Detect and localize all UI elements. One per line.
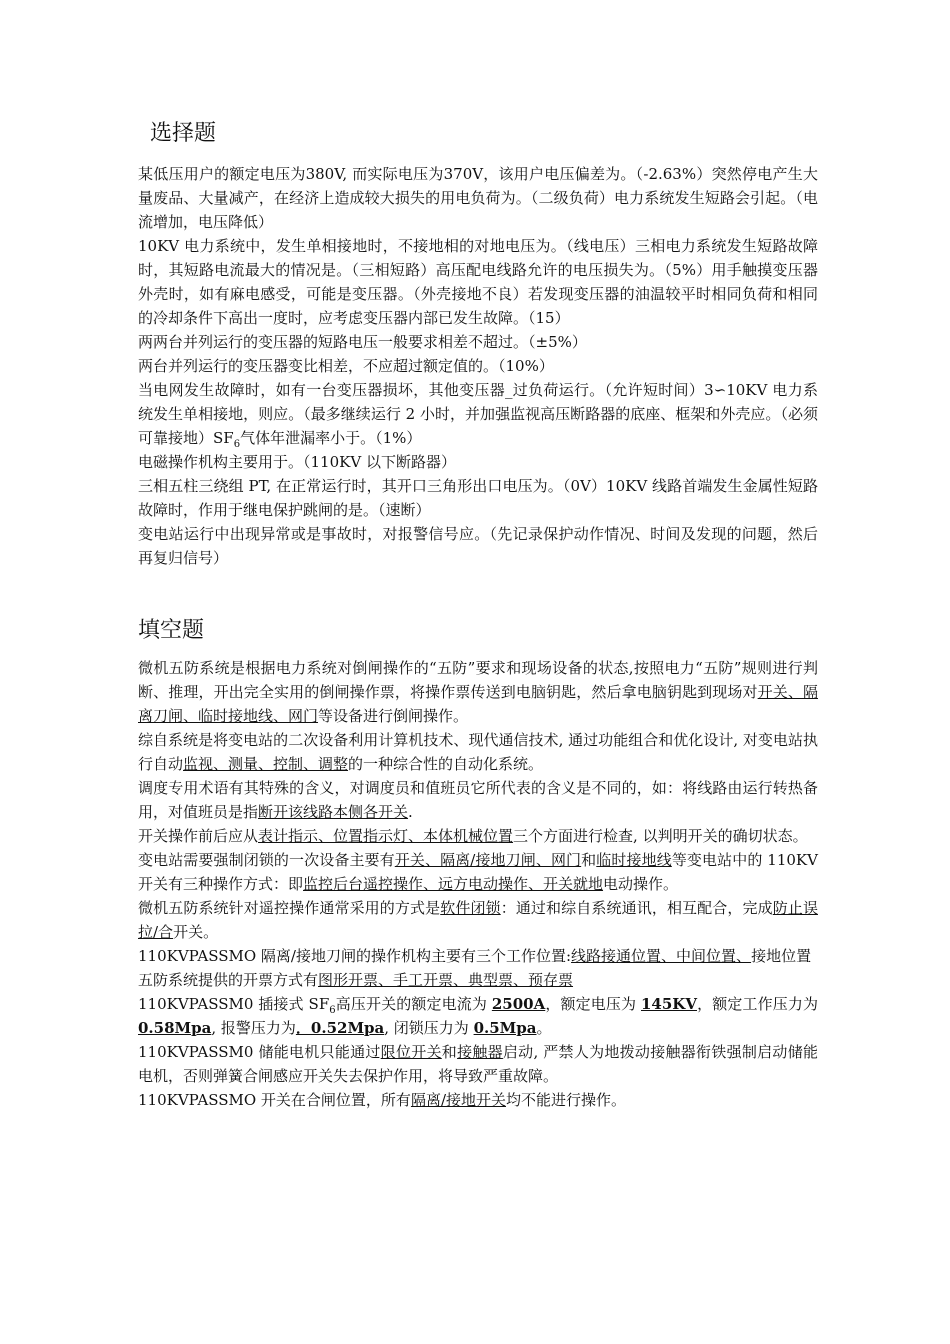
underlined-answer: 防止误拉/合 <box>138 899 818 941</box>
paragraph <box>138 450 818 474</box>
text-run: 110KVPASSMO 隔离/接地刀闸的操作机构主要有三个工作位置: <box>138 947 572 965</box>
text-run: 三相五柱三绕组 PT, 在正常运行时，其开口三角形出口电压为。（0V）10KV 线路首端发生金属性短路故障时，作用于继电保护跳闸的是。（速断） <box>138 477 818 519</box>
text-run: 均不能进行操作。 <box>506 1091 627 1109</box>
underlined-answer: 0.58Mpa <box>138 1019 212 1037</box>
text-run: 三个方面进行检查, 以判明开关的确切状态。 <box>513 827 808 845</box>
paragraph <box>138 824 818 848</box>
text-run: 110KVPASSM0 插接式 SF <box>138 995 330 1013</box>
text-run: 电动操作。 <box>603 875 679 893</box>
text-run: 110KVPASSMO 开关在合闸位置，所有 <box>138 1091 411 1109</box>
underlined-answer: 临时接地线 <box>596 851 672 869</box>
text-run: 微机五防系统是根据电力系统对倒闸操作的“五防”要求和现场设备的状态,按照电力“五防”规则进行判断、推理，开出完全实用的倒闸操作票，将操作票传送到电脑钥匙，然后拿电脑钥匙到现场对 <box>138 659 818 701</box>
text-run: 的一种综合性的自动化系统。 <box>348 755 544 773</box>
text-run: 电磁操作机构主要用于。（110KV 以下断路器） <box>138 453 456 471</box>
paragraph <box>138 1088 818 1112</box>
underlined-answer: 隔离/接地开关 <box>410 1091 506 1109</box>
text-run: 变电站运行中出现异常或是事故时，对报警信号应。（先记录保护动作情况、时间及发现的问题，然后再复归信号） <box>138 525 818 567</box>
text-run: 某低压用户的额定电压为380V, 而实际电压为370V，该用户电压偏差为。（-2.63%）突然停电产生大量废品、大量减产，在经济上造成较大损失的用电负荷为。（二级负荷）电力系统发生短路会引起。（电流增加，电压降低） <box>138 165 818 231</box>
text-run: 和 <box>441 1043 458 1061</box>
fill-heading: 填空题 <box>138 618 205 643</box>
underlined-answer: 监控后台遥控操作、远方电动操作、开关就地 <box>303 875 604 893</box>
text-run: 气体年泄漏率小于。（1%） <box>240 429 422 447</box>
text-run: 10KV 电力系统中，发生单相接地时，不接地相的对地电压为。（线电压）三相电力系统发生短路故障时，其短路电流最大的情况是。（三相短路）高压配电线路允许的电压损失为。（5%）用手触摸变压器外壳时，如有麻电感受，可能是变压器。（外壳接地不良）若发现变压器的油温较平时相同负荷和相同的冷却条件下高出一度时，应考虑变压器内部已发生故障。（15） <box>138 237 818 327</box>
underlined-answer: 0.5Mpa <box>473 1019 537 1037</box>
underlined-answer: 软件闭锁 <box>440 899 501 917</box>
text-run: 启动, 严禁人为地拨动接触器衔铁强制启动储能电机，否则弹簧合闸感应开关失去保护作用，将导致严重故障。 <box>138 1043 818 1085</box>
paragraph <box>138 656 818 728</box>
underlined-answer: 开关、隔离刀闸、临时接地线、网门 <box>138 683 818 725</box>
text-run: 110KVPASSM0 储能电机只能通过 <box>138 1043 381 1061</box>
text-run: 五防系统提供的开票方式有 <box>138 971 319 989</box>
text-run: 高压开关的额定电流为 <box>335 995 492 1013</box>
paragraph <box>138 728 818 776</box>
text-run: ，额定电压为 <box>545 995 641 1013</box>
underlined-answer: 开关、隔离/接地刀闸、网门 <box>394 851 582 869</box>
paragraph <box>138 522 818 570</box>
text-run: . <box>408 803 413 821</box>
paragraph <box>138 162 818 234</box>
text-run: 和 <box>581 851 597 869</box>
text-run: 综自系统是将变电站的二次设备利用计算机技术、现代通信技术, 通过功能组合和优化设计, 对变电站执行自动 <box>138 731 818 773</box>
paragraph <box>138 1040 818 1088</box>
subscript-text: 6 <box>329 1005 336 1016</box>
choice-heading: 选择题 <box>150 121 217 146</box>
underlined-answer: 断开该线路本侧各开关 <box>258 803 409 821</box>
paragraph <box>138 354 818 378</box>
underlined-answer: 限位开关 <box>380 1043 442 1061</box>
paragraph <box>138 848 818 896</box>
paragraph <box>138 474 818 522</box>
text-run: 两两台并列运行的变压器的短路电压一般要求相差不超过。（±5%） <box>138 333 587 351</box>
underlined-answer: 监视、测量、控制、调整 <box>183 755 349 773</box>
text-run: ：通过和综自系统通讯，相互配合，完成 <box>500 899 773 917</box>
paragraph <box>138 378 818 450</box>
text-run: ，额定工作压力为 <box>697 995 818 1013</box>
underlined-answer: 线路接通位置、中间位置、 <box>571 947 752 965</box>
text-run: , 报警压力为 <box>211 1019 296 1037</box>
underlined-answer: 图形开票、手工开票、典型票、预存票 <box>318 971 574 989</box>
text-run: 两台并列运行的变压器变比相差，不应超过额定值的。（10%） <box>138 357 554 375</box>
text-run: 开关。 <box>173 923 219 941</box>
paragraph <box>138 896 818 944</box>
text-run: 变电站需要强制闭锁的一次设备主要有 <box>138 851 395 869</box>
text-run: 等变电站中的 110KV 开关有三种操作方式：即 <box>138 851 818 893</box>
text-run: 接地位置 <box>751 947 812 965</box>
underlined-answer: 145KV <box>641 995 697 1013</box>
text-run: 。 <box>536 1019 552 1037</box>
text-run: , 闭锁压力为 <box>384 1019 474 1037</box>
underlined-answer: 2500A <box>491 995 546 1013</box>
text-run: 调度专用术语有其特殊的含义，对调度员和值班员它所代表的含义是不同的，如：将线路由运行转热备用，对值班员是指 <box>138 779 818 821</box>
paragraph <box>138 776 818 824</box>
underlined-answer: 接触器 <box>457 1043 503 1061</box>
fill-in-questions <box>138 656 818 1112</box>
text-run: 当电网发生故障时，如有一台变压器损坏，其他变压器_过负荷运行。（允许短时间）3∽10KV 电力系统发生单相接地，则应。（最多继续运行 2 小时，并加强监视高压断路器的底座、框架和外壳应。（必须可靠接地）SF <box>138 381 818 447</box>
paragraph <box>138 968 818 992</box>
paragraph <box>138 992 818 1040</box>
text-run: 等设备进行倒闸操作。 <box>318 707 469 725</box>
underlined-answer: ．0.52Mpa <box>295 1019 385 1037</box>
paragraph <box>138 234 818 330</box>
text-run: 开关操作前后应从 <box>138 827 259 845</box>
choice-questions <box>138 162 818 570</box>
paragraph <box>138 330 818 354</box>
underlined-answer: 表计指示、位置指示灯、本体机械位置 <box>258 827 514 845</box>
subscript-text: 6 <box>233 439 241 450</box>
text-run: 微机五防系统针对遥控操作通常采用的方式是 <box>138 899 441 917</box>
paragraph <box>138 944 818 968</box>
